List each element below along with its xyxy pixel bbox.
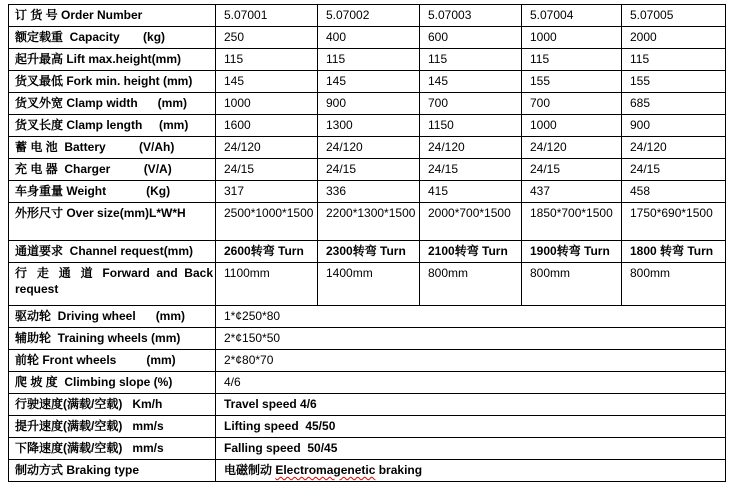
row-label: 爬 坡 度 Climbing slope (%) xyxy=(9,372,216,394)
cell-value: 800mm xyxy=(420,263,522,306)
spec-row xyxy=(9,5,726,27)
cell-value: 2600转弯 Turn xyxy=(216,241,318,263)
cell-value: 336 xyxy=(318,181,420,203)
merged-cell-value: Lifting speed 45/50 xyxy=(216,416,726,438)
cell-value: 5.07004 xyxy=(522,5,622,27)
spec-row xyxy=(9,159,726,181)
cell-value: 1300 xyxy=(318,115,420,137)
cell-value: 24/120 xyxy=(216,137,318,159)
cell-value: 437 xyxy=(522,181,622,203)
cell-value: 115 xyxy=(522,49,622,71)
row-label: 通道要求 Channel request(mm) xyxy=(9,241,216,263)
spec-row xyxy=(9,93,726,115)
row-label: 行驶速度(满载/空载) Km/h xyxy=(9,394,216,416)
cell-value: 2500*1000*1500 xyxy=(216,203,318,241)
cell-value: 2100转弯 Turn xyxy=(420,241,522,263)
row-label: 辅助轮 Training wheels (mm) xyxy=(9,328,216,350)
cell-value: 24/15 xyxy=(216,159,318,181)
spec-row xyxy=(9,263,726,306)
cell-value: 24/15 xyxy=(318,159,420,181)
cell-value: 2000*700*1500 xyxy=(420,203,522,241)
cell-value: 115 xyxy=(216,49,318,71)
row-label: 货叉外宽 Clamp width (mm) xyxy=(9,93,216,115)
spec-row xyxy=(9,203,726,241)
braking-prefix: 电磁制动 xyxy=(224,463,276,477)
spec-row xyxy=(9,306,726,328)
cell-value: 24/120 xyxy=(522,137,622,159)
spec-row xyxy=(9,416,726,438)
cell-value: 5.07005 xyxy=(622,5,726,27)
spec-row xyxy=(9,27,726,49)
cell-value: 1400mm xyxy=(318,263,420,306)
cell-value: 400 xyxy=(318,27,420,49)
row-label: 额定载重 Capacity (kg) xyxy=(9,27,216,49)
spec-row xyxy=(9,328,726,350)
merged-cell-value: 1*¢250*80 xyxy=(216,306,726,328)
merged-cell-value: 2*¢150*50 xyxy=(216,328,726,350)
cell-value: 317 xyxy=(216,181,318,203)
cell-value: 145 xyxy=(318,71,420,93)
cell-value: 5.07001 xyxy=(216,5,318,27)
cell-value: 415 xyxy=(420,181,522,203)
cell-value: 5.07002 xyxy=(318,5,420,27)
spec-row xyxy=(9,372,726,394)
cell-value: 2000 xyxy=(622,27,726,49)
braking-type-value xyxy=(216,460,726,482)
cell-value: 24/120 xyxy=(622,137,726,159)
cell-value: 115 xyxy=(622,49,726,71)
spec-row xyxy=(9,115,726,137)
row-label: 货叉长度 Clamp length (mm) xyxy=(9,115,216,137)
merged-cell-value: Travel speed 4/6 xyxy=(216,394,726,416)
cell-value: 24/15 xyxy=(420,159,522,181)
cell-value: 458 xyxy=(622,181,726,203)
cell-value: 1100mm xyxy=(216,263,318,306)
cell-value: 685 xyxy=(622,93,726,115)
cell-value: 24/15 xyxy=(622,159,726,181)
spec-row xyxy=(9,438,726,460)
cell-value: 155 xyxy=(622,71,726,93)
row-label: 订 货 号 Order Number xyxy=(9,5,216,27)
merged-cell-value: 2*¢80*70 xyxy=(216,350,726,372)
merged-cell-value: 4/6 xyxy=(216,372,726,394)
cell-value: 5.07003 xyxy=(420,5,522,27)
row-label: 行 走 通 道 Forward and Back request xyxy=(9,263,216,306)
cell-value: 155 xyxy=(522,71,622,93)
spec-row xyxy=(9,71,726,93)
cell-value: 2300转弯 Turn xyxy=(318,241,420,263)
spec-row xyxy=(9,350,726,372)
cell-value: 250 xyxy=(216,27,318,49)
row-label: 起升最高 Lift max.height(mm) xyxy=(9,49,216,71)
cell-value: 600 xyxy=(420,27,522,49)
spec-table xyxy=(8,4,726,482)
cell-value: 900 xyxy=(622,115,726,137)
cell-value: 1000 xyxy=(522,115,622,137)
cell-value: 1000 xyxy=(522,27,622,49)
cell-value: 1900转弯 Turn xyxy=(522,241,622,263)
cell-value: 1000 xyxy=(216,93,318,115)
spec-row xyxy=(9,49,726,71)
spec-row xyxy=(9,394,726,416)
row-label: 前轮 Front wheels (mm) xyxy=(9,350,216,372)
cell-value: 24/120 xyxy=(420,137,522,159)
cell-value: 24/120 xyxy=(318,137,420,159)
cell-value: 1600 xyxy=(216,115,318,137)
braking-suffix: braking xyxy=(375,463,423,477)
cell-value: 24/15 xyxy=(522,159,622,181)
cell-value: 1800 转弯 Turn xyxy=(622,241,726,263)
cell-value: 1150 xyxy=(420,115,522,137)
merged-cell-value: Falling speed 50/45 xyxy=(216,438,726,460)
spec-row xyxy=(9,181,726,203)
cell-value: 900 xyxy=(318,93,420,115)
cell-value: 115 xyxy=(420,49,522,71)
row-label: 货叉最低 Fork min. height (mm) xyxy=(9,71,216,93)
cell-value: 1850*700*1500 xyxy=(522,203,622,241)
spec-row xyxy=(9,137,726,159)
cell-value: 145 xyxy=(216,71,318,93)
spellcheck-word: Electromagenetic xyxy=(275,463,376,477)
cell-value: 800mm xyxy=(622,263,726,306)
cell-value: 700 xyxy=(420,93,522,115)
cell-value: 700 xyxy=(522,93,622,115)
cell-value: 115 xyxy=(318,49,420,71)
spec-row xyxy=(9,241,726,263)
row-label: 制动方式 Braking type xyxy=(9,460,216,482)
cell-value: 1750*690*1500 xyxy=(622,203,726,241)
row-label: 提升速度(满载/空载) mm/s xyxy=(9,416,216,438)
row-label: 外形尺寸 Over size(mm)L*W*H xyxy=(9,203,216,241)
row-label: 下降速度(满载/空载) mm/s xyxy=(9,438,216,460)
cell-value: 800mm xyxy=(522,263,622,306)
row-label: 车身重量 Weight (Kg) xyxy=(9,181,216,203)
row-label: 蓄 电 池 Battery (V/Ah) xyxy=(9,137,216,159)
cell-value: 145 xyxy=(420,71,522,93)
spec-row xyxy=(9,460,726,482)
row-label: 充 电 器 Charger (V/A) xyxy=(9,159,216,181)
cell-value: 2200*1300*1500 xyxy=(318,203,420,241)
row-label: 驱动轮 Driving wheel (mm) xyxy=(9,306,216,328)
